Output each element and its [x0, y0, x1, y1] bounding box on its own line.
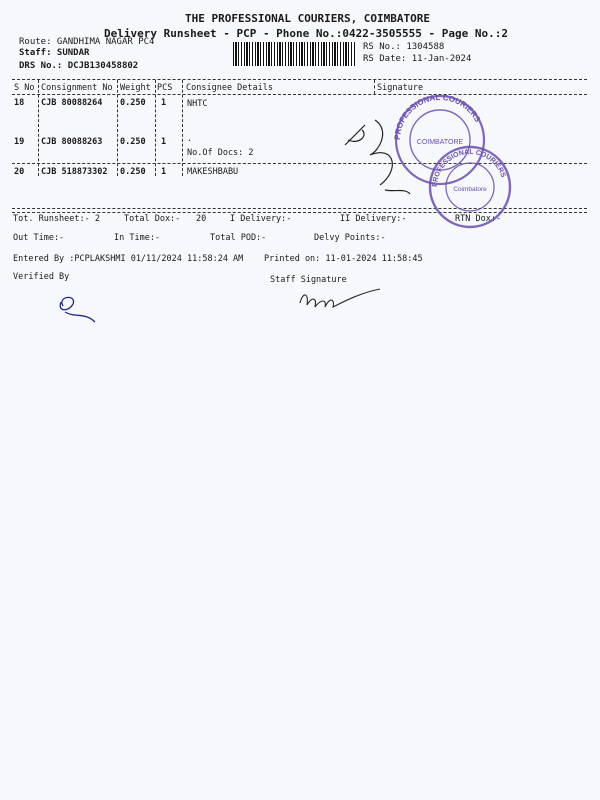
company-title: THE PROFESSIONAL COURIERS, COIMBATORE — [185, 12, 431, 25]
row-details: MAKESHBABU — [187, 167, 239, 177]
ii-delivery: II Delivery:- — [340, 214, 407, 224]
row-pcs: 1 — [161, 137, 167, 147]
svg-text:COIMBATORE: COIMBATORE — [416, 139, 464, 146]
row-details: NHTC — [187, 99, 208, 109]
row-sno: 18 — [14, 98, 25, 108]
header-sno: S No — [14, 83, 35, 93]
verifier-signature — [55, 292, 105, 327]
staff-label: Staff: SUNDAR — [19, 48, 90, 58]
printed-on: Printed on: 11-01-2024 11:58:45 — [264, 254, 423, 264]
total-pod: Total POD:- — [210, 233, 267, 243]
entered-by: Entered By :PCPLAKSHMI 01/11/2024 11:58:24 AM — [13, 254, 244, 264]
rs-date: RS Date: 11-Jan-2024 — [363, 54, 472, 64]
verified-by: Verified By — [13, 272, 70, 282]
staff-signature — [295, 285, 385, 315]
route-label: Route: GANDHIMA NAGAR PC4 — [19, 37, 155, 47]
rs-number: RS No.: 1304588 — [363, 42, 445, 52]
header-consignment: Consignment No — [41, 83, 113, 93]
delvy-points: Delvy Points:- — [314, 233, 386, 243]
drs-number: DRS No.: DCJB130458802 — [19, 61, 139, 71]
courier-stamp-2 — [420, 140, 525, 240]
svg-text:Coimbatore: Coimbatore — [453, 186, 487, 193]
header-signature: Signature — [377, 83, 424, 93]
row-consignment: CJB 80088263 — [41, 137, 103, 147]
row-note: No.Of Docs: 2 — [187, 148, 254, 158]
staff-signature-label: Staff Signature — [270, 275, 347, 285]
row-sno: 20 — [14, 167, 25, 177]
row-weight: 0.250 — [120, 98, 146, 108]
header-weight: Weight — [120, 83, 151, 93]
row-pcs: 1 — [161, 98, 167, 108]
runsheet-subtitle: Delivery Runsheet - PCP - Phone No.:0422-3505555 - Page No.:2 — [104, 27, 508, 40]
total-dox-label: Total Dox:- — [124, 214, 181, 224]
row-weight: 0.250 — [120, 167, 146, 177]
header-pcs: PCS — [157, 83, 173, 93]
row-consignment: CJB 518873302 — [41, 167, 108, 177]
row-pcs: 1 — [161, 167, 167, 177]
out-time: Out Time:- — [13, 233, 65, 243]
total-dox-value: 20 — [196, 214, 207, 224]
svg-text:PROFESSIONAL COURIERS: PROFESSIONAL COURIERS — [431, 148, 507, 188]
consignee-signature — [340, 110, 420, 200]
rtn-dox: RTN Dox:- — [455, 214, 502, 224]
in-time: In Time:- — [114, 233, 161, 243]
row-details: . — [187, 134, 193, 144]
i-delivery: I Delivery:- — [230, 214, 292, 224]
header-consignee: Consignee Details — [186, 83, 273, 93]
row-weight: 0.250 — [120, 137, 146, 147]
tot-runsheet: Tot. Runsheet:- 2 — [13, 214, 100, 224]
table-top-rule — [12, 79, 587, 80]
row-consignment: CJB 80088264 — [41, 98, 103, 108]
row-sno: 19 — [14, 137, 25, 147]
svg-text:PROFESSIONAL COURIERS: PROFESSIONAL COURIERS — [392, 92, 483, 141]
barcode — [233, 42, 355, 66]
